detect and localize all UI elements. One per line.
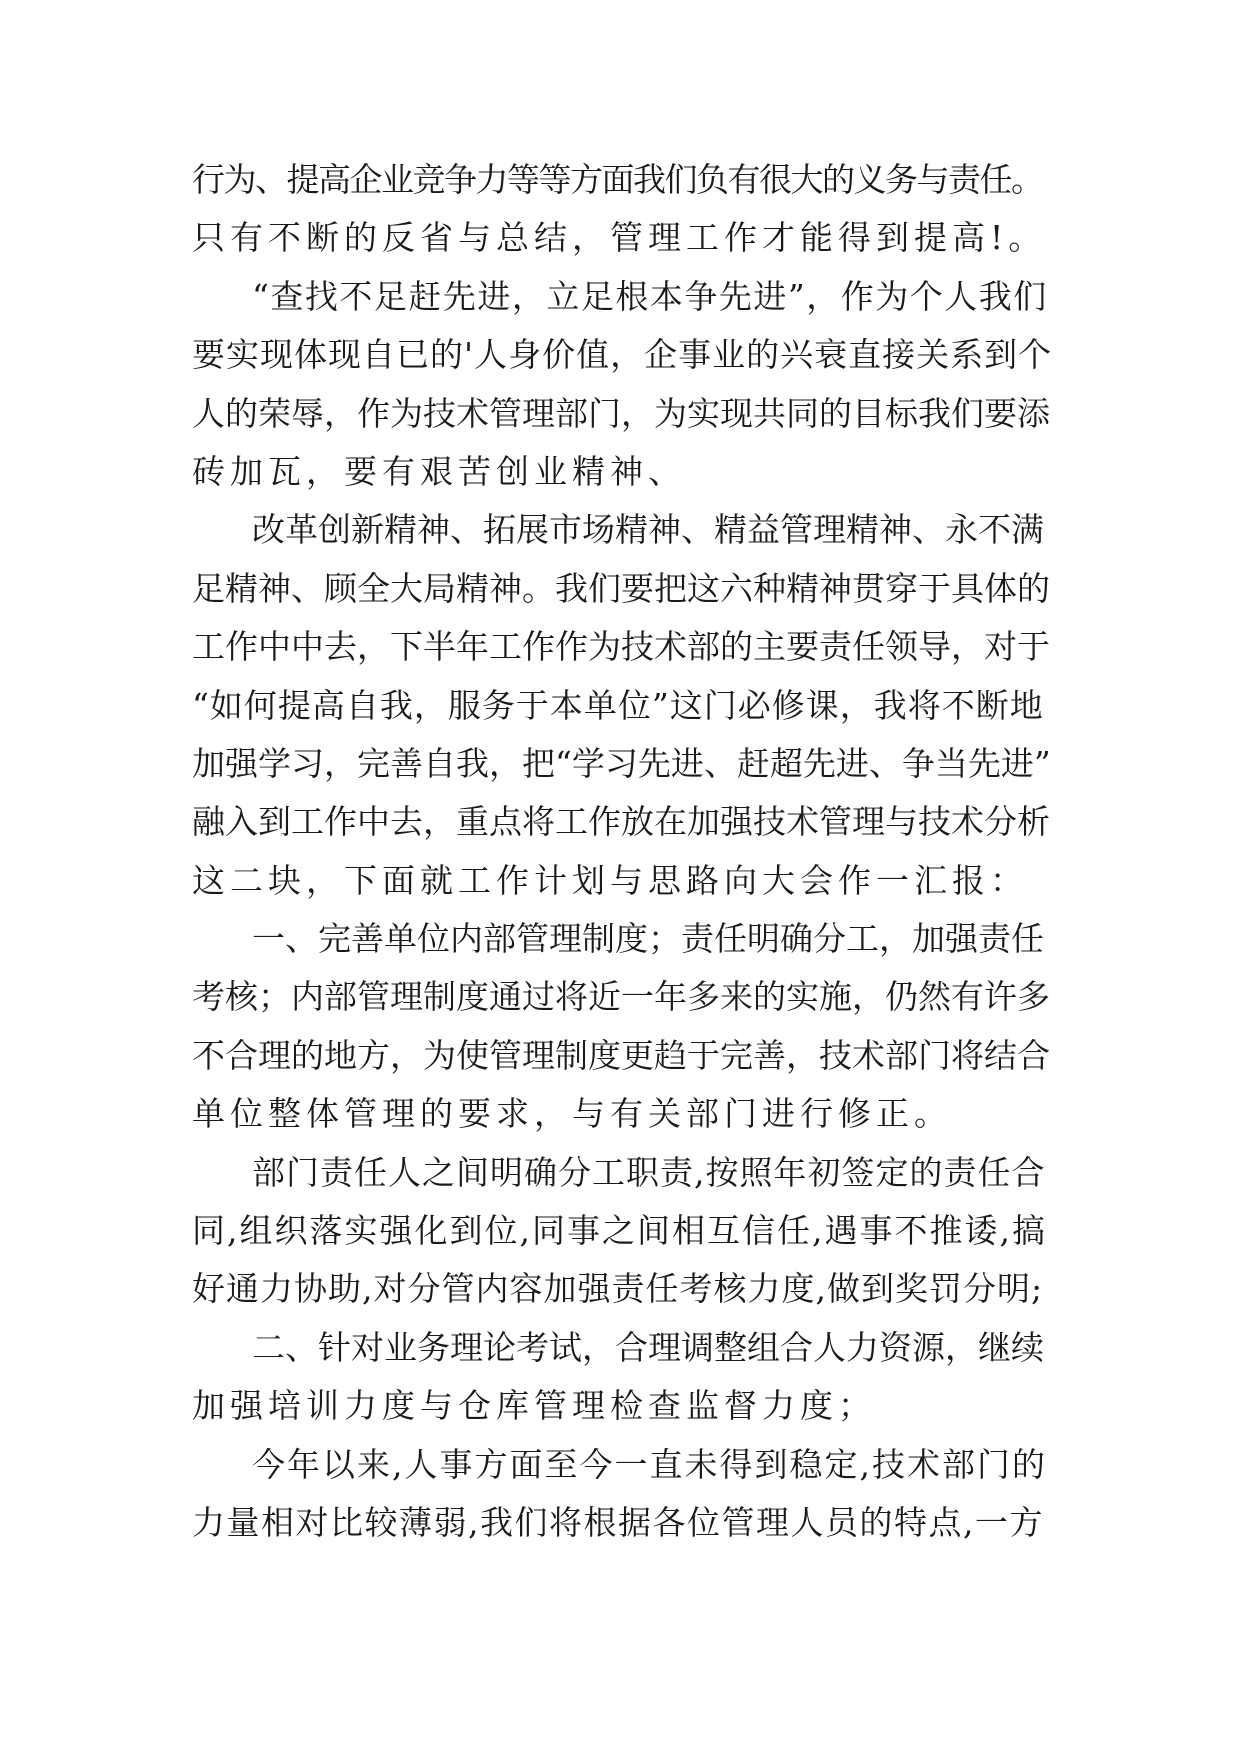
text-line: 这二块，下面就工作计划与思路向大会作一汇报： xyxy=(192,860,1028,900)
text-line: 今年以来,人事方面至今一直未得到稳定,技术部门的 xyxy=(252,1444,1047,1484)
text-line: 单位整体管理的要求，与有关部门进行修正。 xyxy=(192,1094,952,1134)
text-line: 同,组织落实强化到位,同事之间相互信任,遇事不推诿,搞 xyxy=(192,1211,1047,1251)
text-line: 行为、提高企业竞争力等等方面我们负有很大的义务与责任。 xyxy=(192,160,1043,199)
text-line: 一、完善单位内部管理制度；责任明确分工，加强责任 xyxy=(252,919,1044,959)
text-line: 改革创新精神、拓展市场精神、精益管理精神、永不满 xyxy=(252,510,1044,550)
text-line: 不合理的地方，为使管理制度更趋于完善，技术部门将结合 xyxy=(192,1035,1050,1075)
text-line: 二、针对业务理论考试，合理调整组合人力资源，继续 xyxy=(252,1327,1044,1367)
text-line: 砖加瓦，要有艰苦创业精神、 xyxy=(192,451,686,491)
text-line: 加强学习，完善自我，把“学习先进、赶超先进、争当先进” xyxy=(192,743,1051,783)
text-line: 人的荣辱，作为技术管理部门，为实现共同的目标我们要添 xyxy=(192,393,1050,433)
text-line: 好通力协助,对分管内容加强责任考核力度,做到奖罚分明; xyxy=(192,1269,1044,1309)
text-line: 足精神、顾全大局精神。我们要把这六种精神贯穿于具体的 xyxy=(192,568,1050,608)
text-line: 力量相对比较薄弱,我们将根据各位管理人员的特点,一方 xyxy=(192,1502,1044,1542)
text-line: 融入到工作中去，重点将工作放在加强技术管理与技术分析 xyxy=(192,802,1050,842)
text-line: “查找不足赶先进，立足根本争先进”，作为个人我们 xyxy=(252,276,1048,316)
text-line: 工作中中去，下半年工作作为技术部的主要责任领导，对于 xyxy=(192,627,1050,667)
text-line: 部门责任人之间明确分工职责,按照年初签定的责任合 xyxy=(252,1152,1046,1192)
text-line: 要实现体现自已的'人身价值，企事业的兴衰直接关系到个 xyxy=(192,335,1053,375)
text-line: 加强培训力度与仓库管理检查监督力度； xyxy=(192,1386,876,1426)
document-body xyxy=(192,151,1052,1552)
text-line: “如何提高自我，服务于本单位”这门必修课，我将不断地 xyxy=(192,685,1044,725)
text-line: 只有不断的反省与总结，管理工作才能得到提高!。 xyxy=(192,218,1047,258)
text-line: 考核；内部管理制度通过将近一年多来的实施，仍然有许多 xyxy=(192,977,1050,1017)
